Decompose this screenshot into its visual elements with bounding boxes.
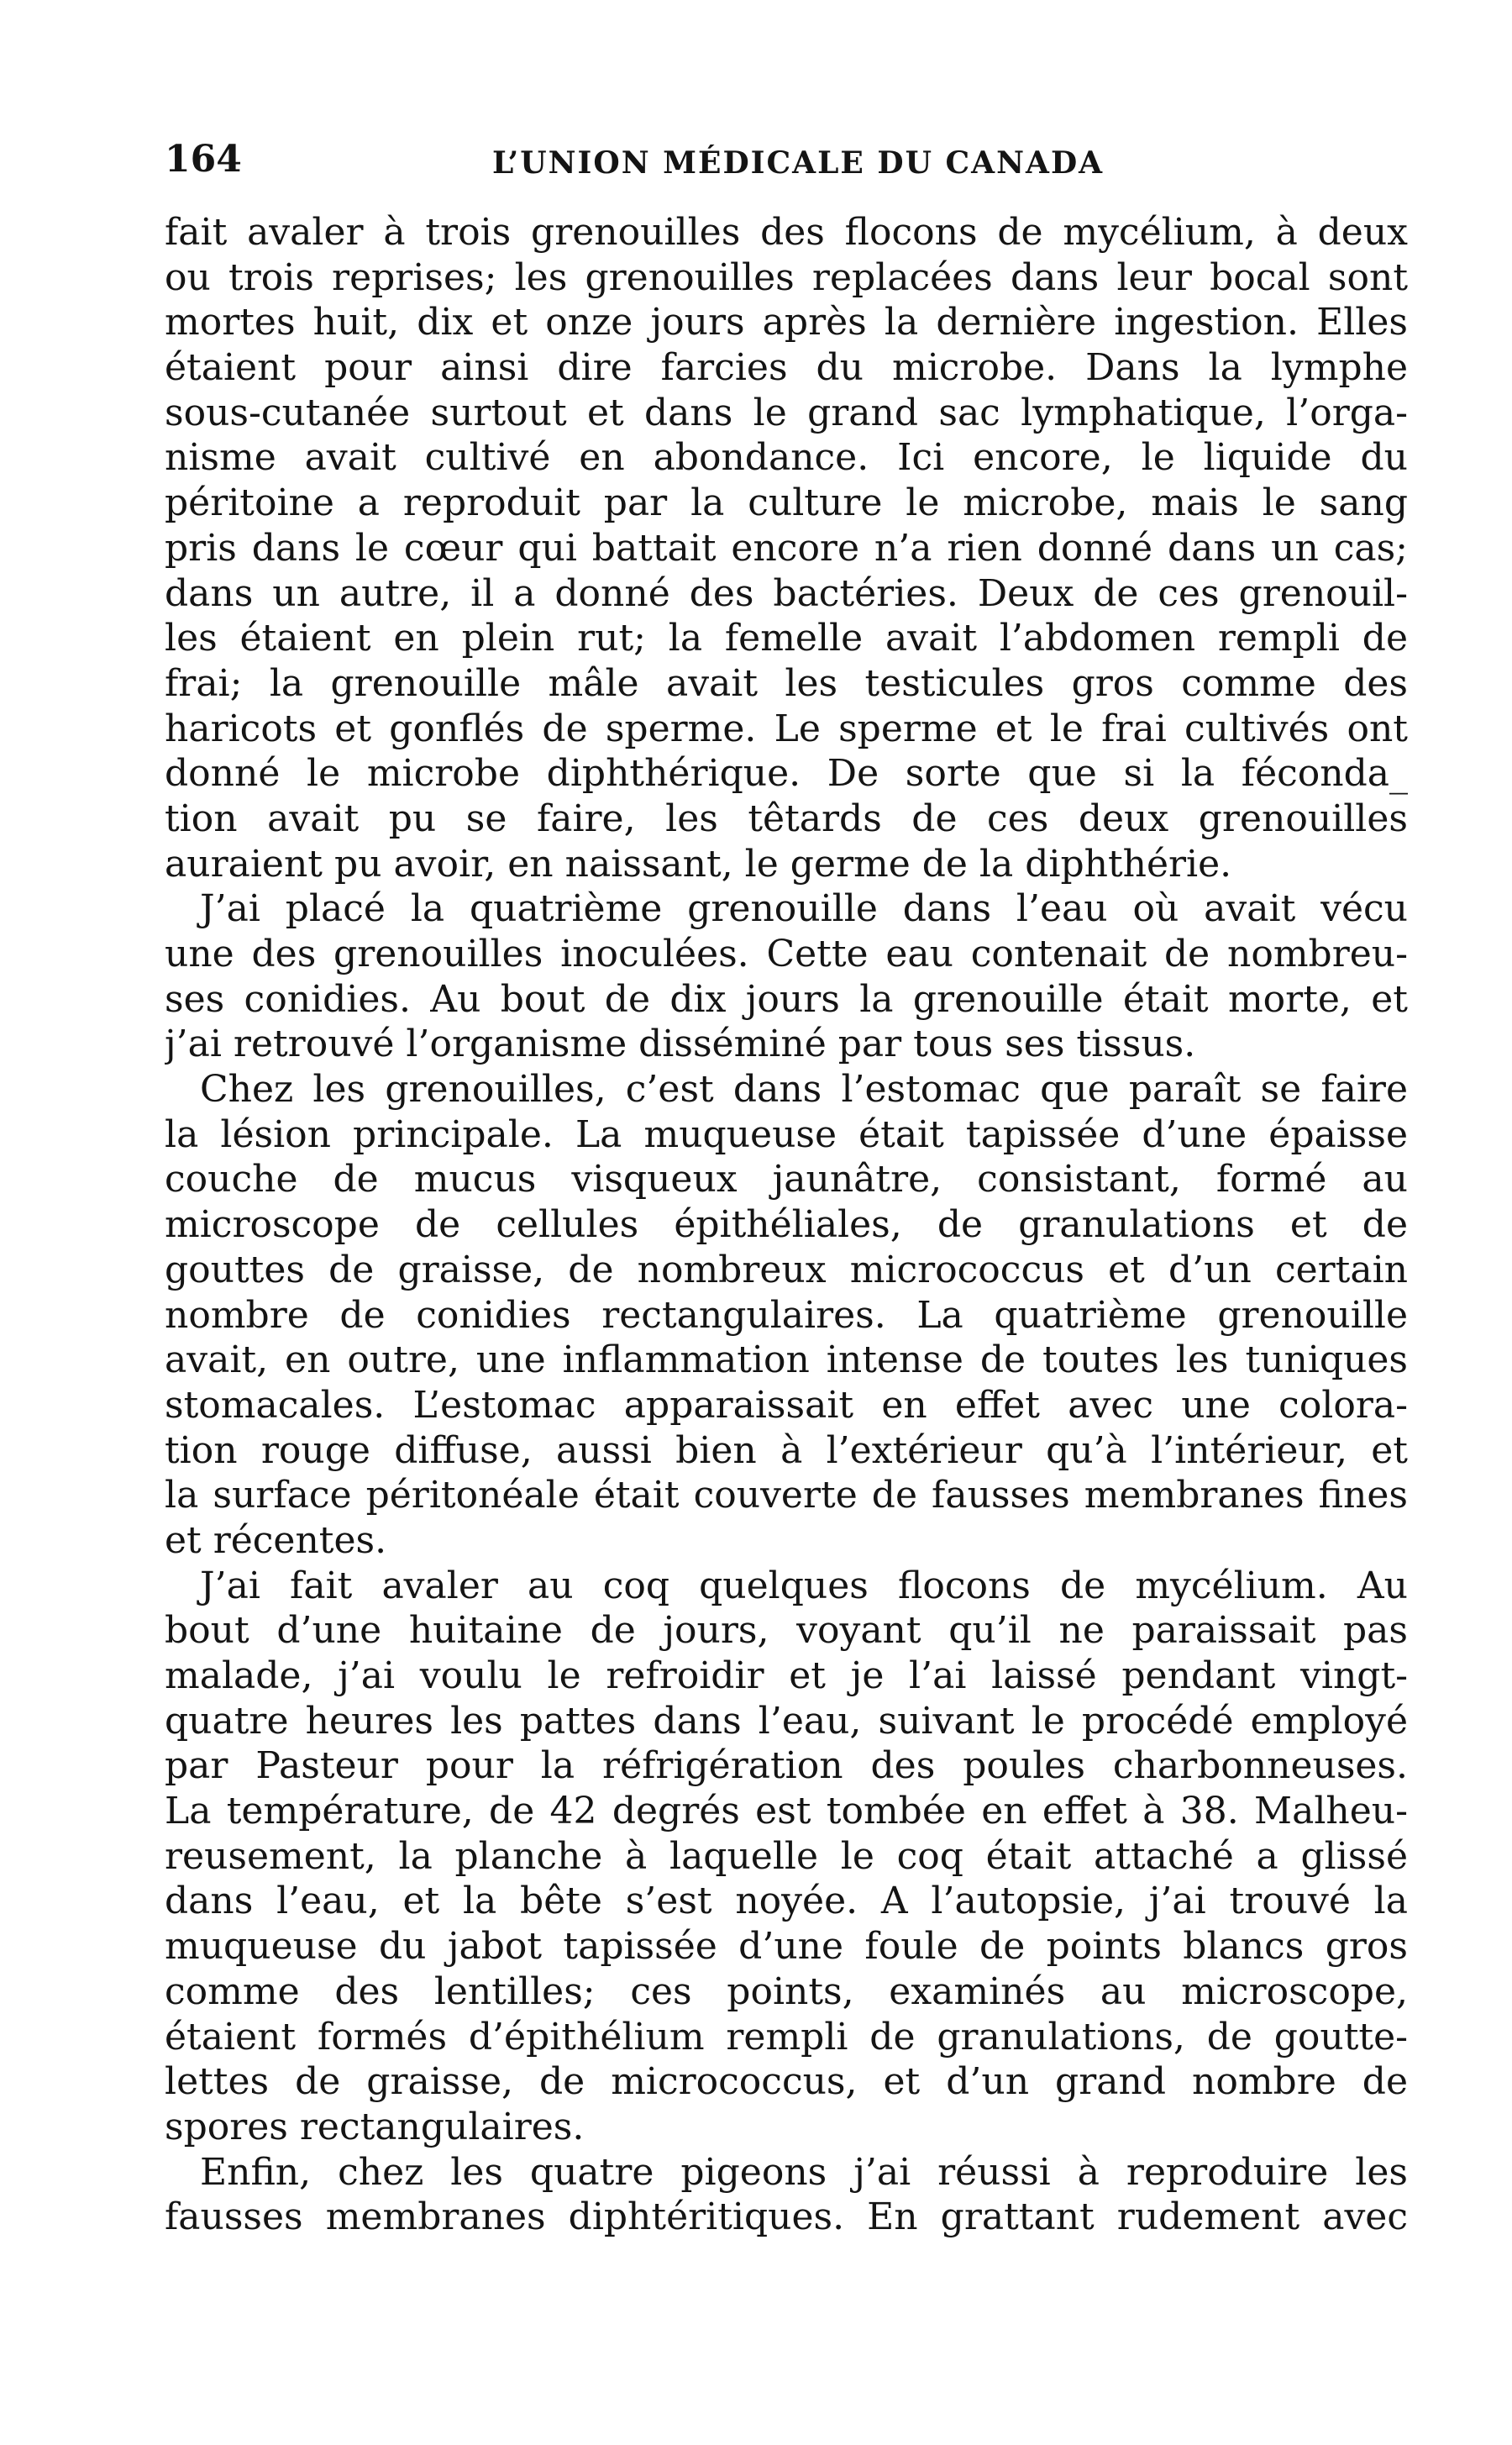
- text-line: Enfin, chez les quatre pigeons j’ai réussi à reproduire les: [200, 2150, 1408, 2194]
- text-line: ses conidies. Au bout de dix jours la grenouille était morte, et: [165, 977, 1408, 1021]
- text-line: auraient pu avoir, en naissant, le germe de la diphthérie.: [165, 842, 1232, 886]
- text-line: Chez les grenouilles, c’est dans l’estomac que paraît se faire: [200, 1068, 1408, 1112]
- text-line: les étaient en plein rut; la femelle avait l’abdomen rempli de: [165, 617, 1408, 660]
- text-line: par Pasteur pour la réfrigération des poules charbonneuses.: [165, 1744, 1408, 1788]
- text-line: la lésion principale. La muqueuse était tapissée d’une épaisse: [165, 1112, 1408, 1156]
- text-line: péritoine a reproduit par la culture le microbe, mais le sang: [165, 481, 1408, 525]
- text-line: donné le microbe diphthérique. De sorte que si la féconda_: [165, 752, 1408, 796]
- text-line: reusement, la planche à laquelle le coq était attaché a glissé: [165, 1834, 1408, 1878]
- page-number: 164: [165, 138, 242, 181]
- text-line: nombre de conidies rectangulaires. La quatrième grenouille: [165, 1293, 1408, 1337]
- text-line: haricots et gonflés de sperme. Le sperme et le frai cultivés ont: [165, 707, 1408, 750]
- text-line: La température, de 42 degrés est tombée en effet à 38. Malheu-: [165, 1790, 1408, 1833]
- text-line: ou trois reprises; les grenouilles replacées dans leur bocal sont: [165, 255, 1408, 299]
- text-line: une des grenouilles inoculées. Cette eau contenait de nombreu-: [165, 933, 1408, 975]
- text-line: bout d’une huitaine de jours, voyant qu’il ne paraissait pas: [165, 1609, 1408, 1653]
- text-line: quatre heures les pattes dans l’eau, suivant le procédé employé: [165, 1699, 1408, 1743]
- text-line: dans un autre, il a donné des bactéries. Deux de ces grenouil-: [165, 571, 1408, 615]
- text-line: muqueuse du jabot tapissée d’une foule de points blancs gros: [165, 1925, 1408, 1969]
- text-line: étaient formés d’épithélium rempli de granulations, de goutte-: [165, 2015, 1408, 2059]
- text-line: pris dans le cœur qui battait encore n’a rien donné dans un cas;: [165, 526, 1408, 570]
- text-line: sous-cutanée surtout et dans le grand sac lymphatique, l’orga-: [165, 391, 1408, 434]
- text-line: J’ai placé la quatrième grenouille dans l’eau où avait vécu: [200, 887, 1408, 931]
- text-line: frai; la grenouille mâle avait les testicules gros comme des: [165, 661, 1408, 705]
- paragraph: [165, 1564, 1408, 2150]
- text-line: stomacales. L’estomac apparaissait en effet avec une colora-: [165, 1383, 1408, 1427]
- text-line: dans l’eau, et la bête s’est noyée. A l’autopsie, j’ai trouvé la: [165, 1880, 1408, 1923]
- text-line: J’ai fait avaler au coq quelques flocons de mycélium. Au: [200, 1564, 1408, 1607]
- text-line: j’ai retrouvé l’organisme disséminé par tous ses tissus.: [165, 1023, 1196, 1066]
- body-text: [165, 210, 1408, 2240]
- paragraph: [165, 1067, 1408, 1564]
- running-head: L’UNION MÉDICALE DU CANADA: [492, 145, 1105, 181]
- text-line: avait, en outre, une inflammation intense de toutes les tuniques: [165, 1338, 1408, 1382]
- text-line: tion rouge diffuse, aussi bien à l’extérieur qu’à l’intérieur, et: [165, 1428, 1408, 1472]
- text-line: mortes huit, dix et onze jours après la dernière ingestion. Elles: [165, 301, 1408, 344]
- page-header: [165, 134, 1408, 185]
- paragraph: [165, 2150, 1408, 2240]
- text-line: fait avaler à trois grenouilles des flocons de mycélium, à deux: [165, 211, 1408, 254]
- text-line: gouttes de graisse, de nombreux micrococcus et d’un certain: [165, 1248, 1408, 1291]
- text-line: et récentes.: [165, 1518, 387, 1562]
- text-line: étaient pour ainsi dire farcies du microbe. Dans la lymphe: [165, 346, 1408, 390]
- text-line: lettes de graisse, de micrococcus, et d’un grand nombre de: [165, 2060, 1408, 2104]
- text-line: couche de mucus visqueux jaunâtre, consistant, formé au: [165, 1158, 1408, 1201]
- text-line: spores rectangulaires.: [165, 2105, 585, 2148]
- text-line: tion avait pu se faire, les têtards de ces deux grenouilles: [165, 797, 1408, 840]
- paragraph: [165, 210, 1408, 886]
- text-line: nisme avait cultivé en abondance. Ici encore, le liquide du: [165, 436, 1408, 480]
- text-line: la surface péritonéale était couverte de fausses membranes fines: [165, 1474, 1408, 1517]
- text-line: microscope de cellules épithéliales, de granulations et de: [165, 1203, 1408, 1247]
- text-line: comme des lentilles; ces points, examinés au microscope,: [165, 1969, 1408, 2013]
- text-line: fausses membranes diphtéritiques. En grattant rudement avec: [165, 2195, 1408, 2239]
- text-line: malade, j’ai voulu le refroidir et je l’ai laissé pendant vingt-: [165, 1654, 1408, 1697]
- paragraph: [165, 886, 1408, 1067]
